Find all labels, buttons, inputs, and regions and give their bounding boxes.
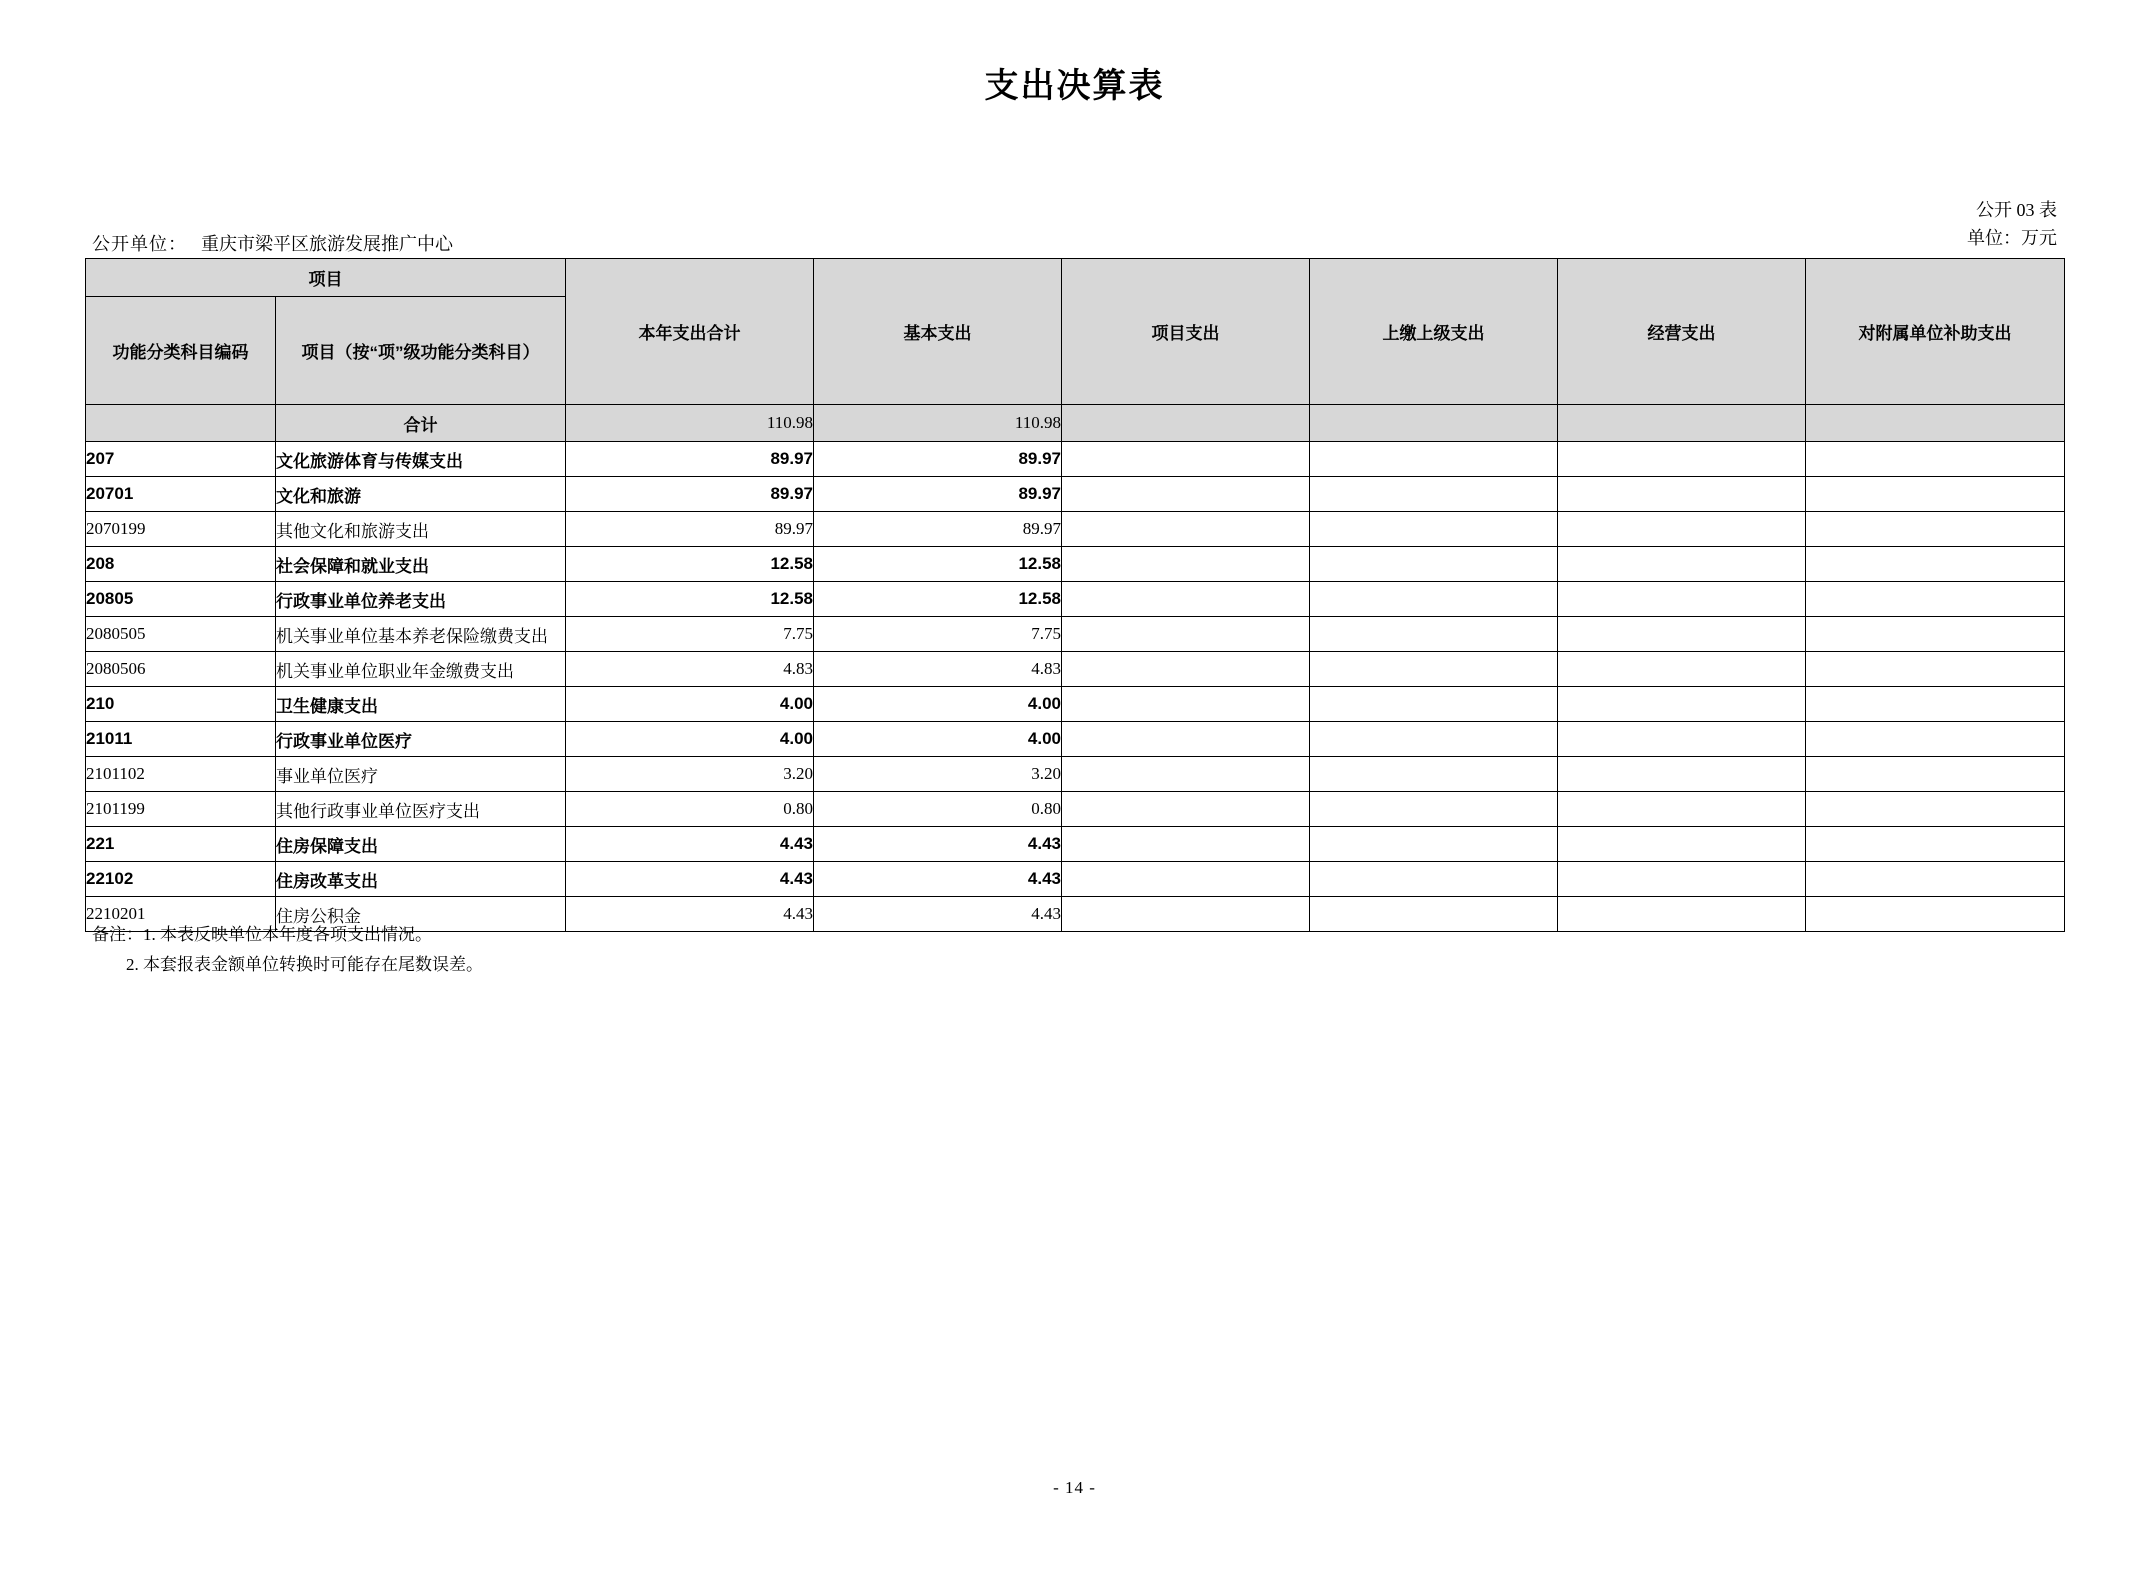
cell-operating <box>1558 512 1806 547</box>
cell-total: 12.58 <box>566 582 814 617</box>
cell-subsidy <box>1806 687 2065 722</box>
cell-operating <box>1558 477 1806 512</box>
cell-project <box>1062 687 1310 722</box>
cell-total: 89.97 <box>566 442 814 477</box>
cell-code: 210 <box>86 687 276 722</box>
total-对附属单位补助支出 <box>1806 405 2065 442</box>
table-row <box>86 722 2065 757</box>
cell-code: 21011 <box>86 722 276 757</box>
table-header <box>86 259 2065 405</box>
column-本年支出合计: 本年支出合计 <box>566 259 814 405</box>
table-row <box>86 582 2065 617</box>
cell-basic: 12.58 <box>814 582 1062 617</box>
cell-subsidy <box>1806 722 2065 757</box>
cell-operating <box>1558 582 1806 617</box>
unit-note: 单位：万元 <box>1967 228 2057 248</box>
publisher-label: 公开单位： <box>92 234 187 254</box>
cell-total: 4.43 <box>566 862 814 897</box>
cell-project <box>1062 477 1310 512</box>
cell-total: 7.75 <box>566 617 814 652</box>
cell-total: 0.80 <box>566 792 814 827</box>
cell-code: 20701 <box>86 477 276 512</box>
cell-name: 机关事业单位基本养老保险缴费支出 <box>276 617 566 652</box>
cell-operating <box>1558 652 1806 687</box>
cell-basic: 4.00 <box>814 687 1062 722</box>
cell-upper <box>1310 722 1558 757</box>
cell-name: 机关事业单位职业年金缴费支出 <box>276 652 566 687</box>
total-code-cell <box>86 405 276 442</box>
cell-name: 住房公积金 <box>276 897 566 932</box>
cell-name: 其他行政事业单位医疗支出 <box>276 792 566 827</box>
cell-operating <box>1558 897 1806 932</box>
cell-basic: 7.75 <box>814 617 1062 652</box>
cell-project <box>1062 442 1310 477</box>
cell-project <box>1062 792 1310 827</box>
column-经营支出: 经营支出 <box>1558 259 1806 405</box>
column-对附属单位补助支出: 对附属单位补助支出 <box>1806 259 2065 405</box>
cell-operating <box>1558 442 1806 477</box>
cell-basic: 4.00 <box>814 722 1062 757</box>
table-row <box>86 862 2065 897</box>
table-notes <box>92 920 483 980</box>
cell-operating <box>1558 827 1806 862</box>
cell-total: 3.20 <box>566 757 814 792</box>
cell-basic: 4.43 <box>814 897 1062 932</box>
cell-code: 2210201 <box>86 897 276 932</box>
cell-name: 文化和旅游 <box>276 477 566 512</box>
publisher-line <box>92 230 453 256</box>
cell-total: 89.97 <box>566 512 814 547</box>
cell-name: 事业单位医疗 <box>276 757 566 792</box>
cell-basic: 12.58 <box>814 547 1062 582</box>
cell-subsidy <box>1806 512 2065 547</box>
cell-subsidy <box>1806 547 2065 582</box>
cell-subsidy <box>1806 442 2065 477</box>
table-row <box>86 512 2065 547</box>
column-基本支出: 基本支出 <box>814 259 1062 405</box>
cell-basic: 89.97 <box>814 442 1062 477</box>
note-line-2: 2. 本套报表金额单位转换时可能存在尾数误差。 <box>126 955 483 974</box>
form-number: 公开 03 表 <box>1976 200 2057 220</box>
cell-name: 卫生健康支出 <box>276 687 566 722</box>
column-group-项目: 项目 <box>86 259 566 297</box>
table-row-total <box>86 405 2065 442</box>
cell-total: 4.00 <box>566 687 814 722</box>
table-row <box>86 547 2065 582</box>
table-row <box>86 792 2065 827</box>
note-line-1: 备注：1. 本表反映单位本年度各项支出情况。 <box>92 925 432 944</box>
cell-project <box>1062 827 1310 862</box>
cell-total: 89.97 <box>566 477 814 512</box>
cell-project <box>1062 897 1310 932</box>
expenditure-table <box>85 258 2065 932</box>
cell-upper <box>1310 547 1558 582</box>
column-功能分类科目编码: 功能分类科目编码 <box>86 297 276 405</box>
table-row <box>86 827 2065 862</box>
cell-project <box>1062 757 1310 792</box>
cell-operating <box>1558 792 1806 827</box>
cell-operating <box>1558 547 1806 582</box>
cell-basic: 0.80 <box>814 792 1062 827</box>
cell-name: 文化旅游体育与传媒支出 <box>276 442 566 477</box>
cell-project <box>1062 547 1310 582</box>
cell-operating <box>1558 617 1806 652</box>
cell-project <box>1062 722 1310 757</box>
cell-code: 207 <box>86 442 276 477</box>
cell-upper <box>1310 442 1558 477</box>
cell-subsidy <box>1806 757 2065 792</box>
cell-operating <box>1558 862 1806 897</box>
cell-upper <box>1310 687 1558 722</box>
cell-upper <box>1310 757 1558 792</box>
table-row <box>86 757 2065 792</box>
cell-upper <box>1310 792 1558 827</box>
cell-total: 4.83 <box>566 652 814 687</box>
cell-upper <box>1310 652 1558 687</box>
publisher-value: 重庆市梁平区旅游发展推广中心 <box>201 234 453 254</box>
cell-name: 住房改革支出 <box>276 862 566 897</box>
cell-total: 12.58 <box>566 547 814 582</box>
cell-upper <box>1310 897 1558 932</box>
total-上缴上级支出 <box>1310 405 1558 442</box>
cell-name: 其他文化和旅游支出 <box>276 512 566 547</box>
cell-project <box>1062 862 1310 897</box>
table-row <box>86 652 2065 687</box>
cell-upper <box>1310 477 1558 512</box>
cell-total: 4.43 <box>566 827 814 862</box>
table-row <box>86 442 2065 477</box>
cell-basic: 89.97 <box>814 477 1062 512</box>
cell-code: 2101199 <box>86 792 276 827</box>
cell-total: 4.43 <box>566 897 814 932</box>
cell-operating <box>1558 757 1806 792</box>
cell-code: 20805 <box>86 582 276 617</box>
total-项目支出 <box>1062 405 1310 442</box>
cell-subsidy <box>1806 652 2065 687</box>
cell-code: 2080505 <box>86 617 276 652</box>
cell-basic: 3.20 <box>814 757 1062 792</box>
cell-subsidy <box>1806 477 2065 512</box>
cell-code: 2080506 <box>86 652 276 687</box>
cell-code: 208 <box>86 547 276 582</box>
cell-subsidy <box>1806 897 2065 932</box>
cell-basic: 4.83 <box>814 652 1062 687</box>
cell-project <box>1062 582 1310 617</box>
document-page <box>0 58 2149 1578</box>
total-经营支出 <box>1558 405 1806 442</box>
column-项目支出: 项目支出 <box>1062 259 1310 405</box>
cell-name: 行政事业单位医疗 <box>276 722 566 757</box>
cell-subsidy <box>1806 827 2065 862</box>
cell-code: 221 <box>86 827 276 862</box>
cell-upper <box>1310 617 1558 652</box>
column-项目按项级功能分类科目: 项目（按“项”级功能分类科目） <box>276 297 566 405</box>
cell-subsidy <box>1806 617 2065 652</box>
table-row <box>86 477 2065 512</box>
table-body <box>86 405 2065 932</box>
cell-subsidy <box>1806 862 2065 897</box>
cell-name: 社会保障和就业支出 <box>276 547 566 582</box>
cell-upper <box>1310 862 1558 897</box>
total-label: 合计 <box>276 405 566 442</box>
total-本年支出合计: 110.98 <box>566 405 814 442</box>
cell-project <box>1062 652 1310 687</box>
table-row <box>86 617 2065 652</box>
page-title: 支出决算表 <box>984 67 1165 105</box>
cell-upper <box>1310 582 1558 617</box>
cell-subsidy <box>1806 792 2065 827</box>
cell-operating <box>1558 687 1806 722</box>
cell-code: 2101102 <box>86 757 276 792</box>
cell-basic: 89.97 <box>814 512 1062 547</box>
cell-code: 22102 <box>86 862 276 897</box>
cell-upper <box>1310 512 1558 547</box>
cell-name: 住房保障支出 <box>276 827 566 862</box>
cell-total: 4.00 <box>566 722 814 757</box>
cell-basic: 4.43 <box>814 827 1062 862</box>
cell-upper <box>1310 827 1558 862</box>
cell-name: 行政事业单位养老支出 <box>276 582 566 617</box>
page-number: - 14 - <box>1053 1478 1096 1497</box>
cell-project <box>1062 617 1310 652</box>
cell-basic: 4.43 <box>814 862 1062 897</box>
column-上缴上级支出: 上缴上级支出 <box>1310 259 1558 405</box>
table-row <box>86 687 2065 722</box>
table-header-row-group <box>86 259 2065 297</box>
cell-code: 2070199 <box>86 512 276 547</box>
cell-project <box>1062 512 1310 547</box>
cell-operating <box>1558 722 1806 757</box>
total-基本支出: 110.98 <box>814 405 1062 442</box>
cell-subsidy <box>1806 582 2065 617</box>
document-meta-right <box>1967 196 2057 252</box>
